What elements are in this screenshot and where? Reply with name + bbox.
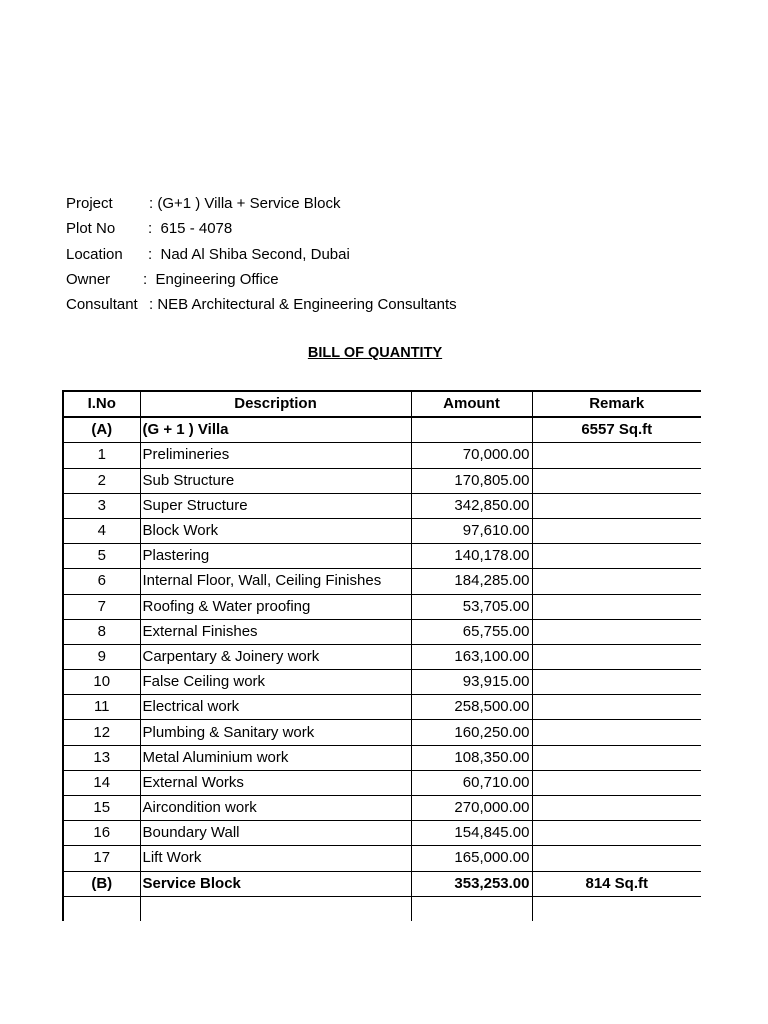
cell-amount: 65,755.00 <box>411 619 532 644</box>
cell-item-no: 3 <box>63 493 140 518</box>
consultant-label: Consultant <box>66 296 138 314</box>
cell-item-no: 16 <box>63 821 140 846</box>
cell-remark <box>532 619 701 644</box>
col-header-remark: Remark <box>532 391 701 417</box>
cell-item-no: 6 <box>63 569 140 594</box>
cell-item-no: 10 <box>63 670 140 695</box>
cell-description: Electrical work <box>140 695 411 720</box>
cell-description: Aircondition work <box>140 796 411 821</box>
cell-amount: 154,845.00 <box>411 821 532 846</box>
location-row <box>66 242 350 267</box>
table-row <box>63 745 701 770</box>
cell-amount: 170,805.00 <box>411 468 532 493</box>
consultant-row <box>66 292 457 317</box>
col-header-amount: Amount <box>411 391 532 417</box>
owner-value: : Engineering Office <box>143 270 279 288</box>
cell-amount: 70,000.00 <box>411 443 532 468</box>
table-row <box>63 670 701 695</box>
project-info <box>66 191 457 317</box>
table-row <box>63 619 701 644</box>
table-row <box>63 468 701 493</box>
cell-remark <box>532 720 701 745</box>
table-row <box>63 594 701 619</box>
cell-item-no: 5 <box>63 544 140 569</box>
cell-description: Carpentary & Joinery work <box>140 644 411 669</box>
cell-remark <box>532 796 701 821</box>
cell-item-no: 9 <box>63 644 140 669</box>
table-row <box>63 871 701 896</box>
cell-remark <box>532 695 701 720</box>
table-row <box>63 518 701 543</box>
boq-table-wrapper <box>62 390 701 921</box>
cell-description <box>140 896 411 921</box>
cell-remark <box>532 846 701 871</box>
cell-item-no: 2 <box>63 468 140 493</box>
cell-amount: 60,710.00 <box>411 770 532 795</box>
plot-no-row <box>66 216 233 241</box>
cell-item-no <box>63 896 140 921</box>
owner-row <box>66 267 279 292</box>
cell-description: Super Structure <box>140 493 411 518</box>
cell-description: (G + 1 ) Villa <box>140 417 411 443</box>
cell-amount: 160,250.00 <box>411 720 532 745</box>
cell-remark <box>532 443 701 468</box>
col-header-description: Description <box>140 391 411 417</box>
cell-item-no: 11 <box>63 695 140 720</box>
cell-amount: 53,705.00 <box>411 594 532 619</box>
table-row <box>63 544 701 569</box>
cell-remark <box>532 670 701 695</box>
cell-remark <box>532 594 701 619</box>
table-header-row <box>63 391 701 417</box>
cell-amount <box>411 417 532 443</box>
cell-item-no: 13 <box>63 745 140 770</box>
table-row <box>63 821 701 846</box>
cell-description: Roofing & Water proofing <box>140 594 411 619</box>
table-row <box>63 493 701 518</box>
cell-item-no: 4 <box>63 518 140 543</box>
cell-description: Block Work <box>140 518 411 543</box>
cell-item-no: 8 <box>63 619 140 644</box>
cell-remark <box>532 745 701 770</box>
project-label: Project <box>66 195 113 212</box>
cell-remark <box>532 569 701 594</box>
cell-item-no: (A) <box>63 417 140 443</box>
table-row <box>63 720 701 745</box>
cell-amount: 165,000.00 <box>411 846 532 871</box>
cell-description: Lift Work <box>140 846 411 871</box>
cell-remark <box>532 493 701 518</box>
cell-amount: 353,253.00 <box>411 871 532 896</box>
cell-amount: 163,100.00 <box>411 644 532 669</box>
location-value: : Nad Al Shiba Second, Dubai <box>148 245 350 263</box>
owner-label: Owner <box>66 270 111 288</box>
cell-item-no: 7 <box>63 594 140 619</box>
cell-item-no: 17 <box>63 846 140 871</box>
consultant-value: : NEB Architectural & Engineering Consultants <box>149 296 457 314</box>
cell-description: Boundary Wall <box>140 821 411 846</box>
cell-remark <box>532 518 701 543</box>
cell-amount: 342,850.00 <box>411 493 532 518</box>
cell-amount: 184,285.00 <box>411 569 532 594</box>
cell-amount: 270,000.00 <box>411 796 532 821</box>
cell-description: Plastering <box>140 544 411 569</box>
project-row <box>66 191 341 216</box>
cell-remark <box>532 896 701 921</box>
table-row <box>63 695 701 720</box>
location-label: Location <box>66 245 123 263</box>
cell-description: Service Block <box>140 871 411 896</box>
cell-item-no: 1 <box>63 443 140 468</box>
plot-no-label: Plot No <box>66 220 116 238</box>
cell-item-no: 15 <box>63 796 140 821</box>
project-value: : (G+1 ) Villa + Service Block <box>149 195 341 212</box>
table-row <box>63 569 701 594</box>
cell-remark <box>532 644 701 669</box>
cell-item-no: (B) <box>63 871 140 896</box>
cell-remark <box>532 770 701 795</box>
table-row <box>63 644 701 669</box>
table-row <box>63 846 701 871</box>
cell-description: Plumbing & Sanitary work <box>140 720 411 745</box>
cell-description: Internal Floor, Wall, Ceiling Finishes <box>140 569 411 594</box>
cell-description: False Ceiling work <box>140 670 411 695</box>
cell-remark <box>532 468 701 493</box>
cell-remark <box>532 821 701 846</box>
cell-amount: 108,350.00 <box>411 745 532 770</box>
cell-description: External Works <box>140 770 411 795</box>
cell-amount <box>411 896 532 921</box>
cell-description: External Finishes <box>140 619 411 644</box>
cell-remark: 814 Sq.ft <box>532 871 701 896</box>
cell-item-no: 14 <box>63 770 140 795</box>
cell-remark: 6557 Sq.ft <box>532 417 701 443</box>
boq-table <box>62 390 701 921</box>
table-row <box>63 443 701 468</box>
table-row <box>63 796 701 821</box>
cell-amount: 93,915.00 <box>411 670 532 695</box>
cell-amount: 97,610.00 <box>411 518 532 543</box>
cell-amount: 140,178.00 <box>411 544 532 569</box>
cell-item-no: 12 <box>63 720 140 745</box>
table-row <box>63 770 701 795</box>
plot-no-value: : 615 - 4078 <box>148 220 233 238</box>
cell-amount: 258,500.00 <box>411 695 532 720</box>
col-header-no: I.No <box>63 391 140 417</box>
cell-description: Metal Aluminium work <box>140 745 411 770</box>
cell-description: Prelimineries <box>140 443 411 468</box>
table-row <box>63 896 701 921</box>
cell-description: Sub Structure <box>140 468 411 493</box>
cell-remark <box>532 544 701 569</box>
page-title: BILL OF QUANTITY <box>307 345 443 361</box>
table-row <box>63 417 701 443</box>
